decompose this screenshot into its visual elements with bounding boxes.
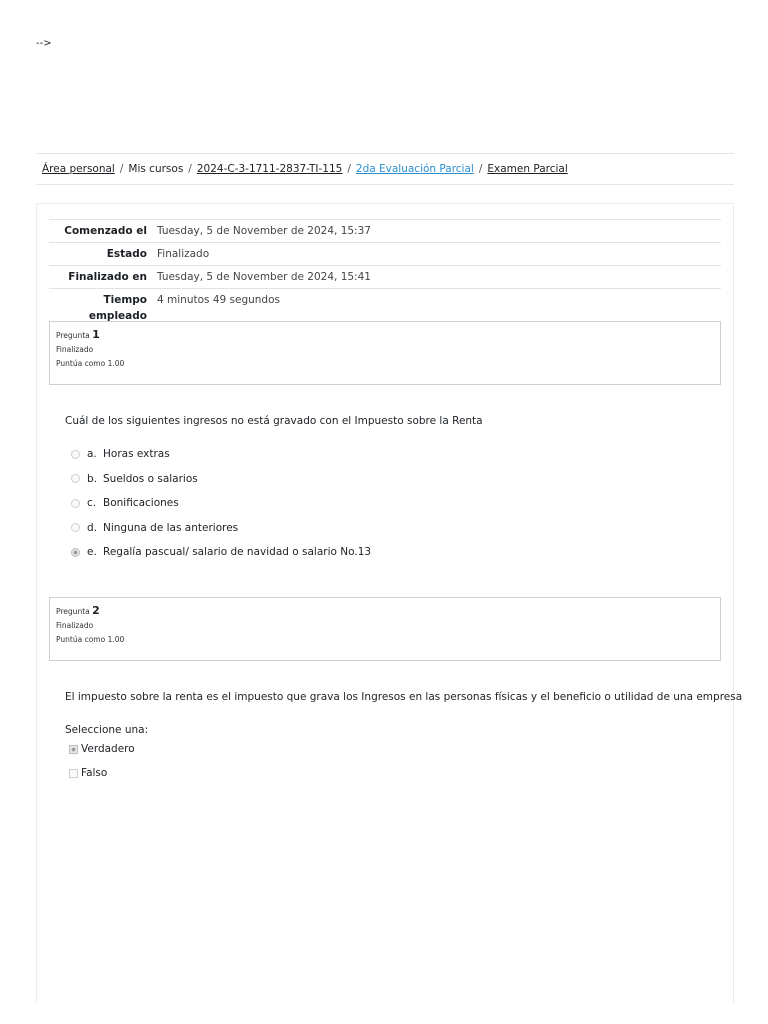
- breadcrumb-separator: /: [119, 163, 124, 175]
- breadcrumb-separator: /: [347, 163, 351, 175]
- summary-row-state: [49, 243, 721, 266]
- question-2-info: [49, 597, 721, 661]
- attempt-summary-table: [49, 219, 721, 327]
- radio-button[interactable]: [71, 474, 80, 483]
- stray-comment-text: -->: [36, 38, 52, 49]
- answer-text: Regalía pascual/ salario de navidad o salario No.13: [103, 546, 372, 559]
- answer-letter: e.: [87, 546, 97, 559]
- answer-text: Sueldos o salarios: [103, 472, 198, 485]
- answer-letter: c.: [87, 497, 97, 510]
- radio-button[interactable]: [71, 523, 80, 532]
- question-2-options: [69, 737, 135, 785]
- option-text: Verdadero: [81, 743, 135, 755]
- option-verdadero[interactable]: [69, 737, 135, 761]
- summary-label: Finalizado en: [68, 271, 147, 283]
- question-prefix: Pregunta: [56, 331, 90, 340]
- summary-label-line: empleado: [88, 310, 147, 322]
- question-points: Puntúa como 1.00: [56, 635, 125, 644]
- summary-value: Tuesday, 5 de November de 2024, 15:41: [157, 271, 371, 283]
- summary-label-line: Tiempo: [103, 294, 147, 306]
- answer-option-a[interactable]: [71, 442, 371, 467]
- answer-text: Bonificaciones: [103, 497, 179, 510]
- breadcrumb-item-area-personal[interactable]: Área personal: [42, 163, 115, 175]
- summary-row-started: [49, 220, 721, 243]
- question-1-answers: [71, 442, 371, 565]
- question-status: Finalizado: [56, 345, 94, 354]
- select-one-label: Seleccione una:: [65, 724, 149, 736]
- answer-text: Horas extras: [103, 448, 170, 461]
- breadcrumb-separator: /: [478, 163, 483, 175]
- radio-button-selected[interactable]: [69, 745, 78, 754]
- breadcrumb-item-course[interactable]: 2024-C-3-1711-2837-TI-115: [196, 163, 343, 175]
- radio-button-selected[interactable]: [71, 548, 80, 557]
- question-1-text: Cuál de los siguientes ingresos no está gravado con el Impuesto sobre la Renta: [65, 415, 483, 427]
- summary-value: 4 minutos 49 segundos: [157, 294, 280, 306]
- breadcrumb-item-evaluation[interactable]: 2da Evaluación Parcial: [355, 163, 474, 175]
- answer-letter: d.: [87, 521, 98, 534]
- summary-value: Finalizado: [157, 248, 210, 260]
- answer-option-d[interactable]: [71, 516, 371, 541]
- radio-button[interactable]: [71, 499, 80, 508]
- summary-label: Estado: [106, 248, 147, 260]
- radio-button[interactable]: [69, 769, 78, 778]
- question-number: 2: [92, 604, 100, 617]
- breadcrumb-item-mis-cursos: Mis cursos: [128, 163, 184, 175]
- breadcrumb: [36, 153, 734, 185]
- summary-label: Comenzado el: [64, 225, 147, 237]
- breadcrumb-separator: /: [188, 163, 192, 175]
- radio-button[interactable]: [71, 450, 80, 459]
- quiz-review-panel: [36, 203, 743, 1003]
- summary-value: Tuesday, 5 de November de 2024, 15:37: [157, 225, 371, 237]
- answer-letter: b.: [87, 472, 98, 485]
- breadcrumb-item-exam[interactable]: Examen Parcial: [487, 163, 568, 175]
- question-status: Finalizado: [56, 621, 94, 630]
- answer-option-b[interactable]: [71, 467, 371, 492]
- answer-option-c[interactable]: [71, 491, 371, 516]
- answer-option-e[interactable]: [71, 540, 371, 565]
- question-number: 1: [92, 328, 100, 341]
- question-points: Puntúa como 1.00: [56, 359, 125, 368]
- question-1-info: [49, 321, 721, 385]
- summary-row-finished: [49, 266, 721, 289]
- question-prefix: Pregunta: [56, 607, 90, 616]
- question-2-text: El impuesto sobre la renta es el impuesto que grava los Ingresos en las personas físicas y el beneficio o utilidad de una empresa: [65, 691, 743, 703]
- option-text: Falso: [81, 767, 108, 779]
- answer-letter: a.: [87, 448, 97, 461]
- answer-text: Ninguna de las anteriores: [103, 521, 239, 534]
- option-falso[interactable]: [69, 761, 135, 785]
